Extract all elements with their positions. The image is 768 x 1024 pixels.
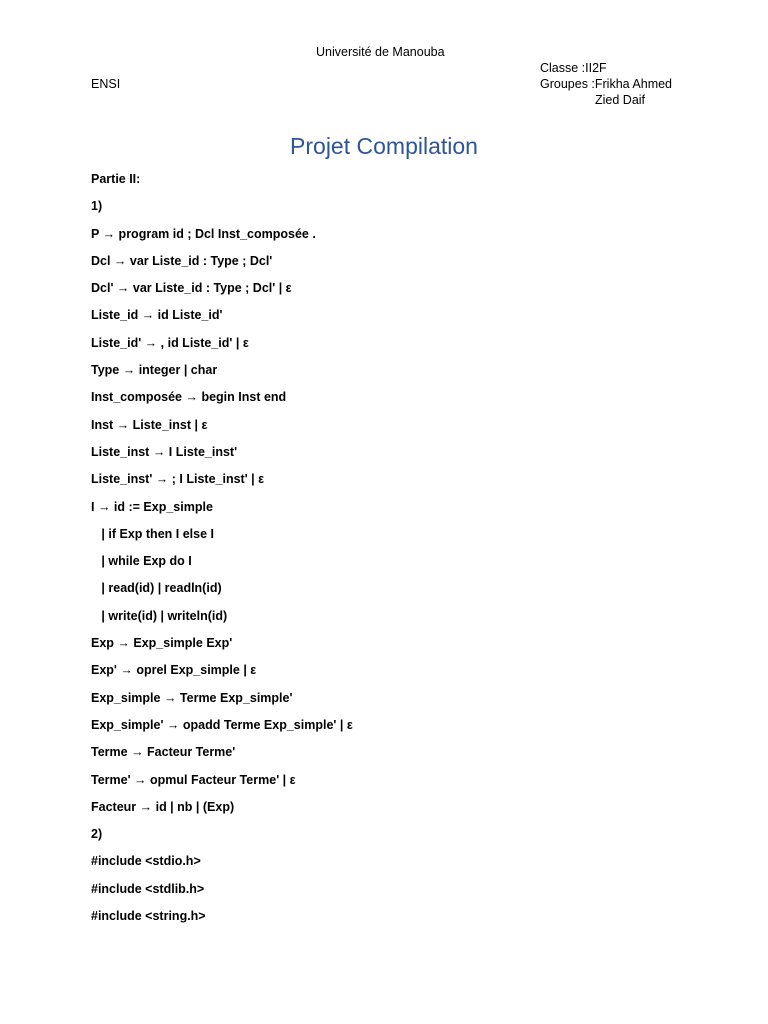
grammar-rule: Inst_composée → begin Inst end	[91, 390, 287, 405]
grammar-content	[91, 166, 353, 930]
grammar-rule: Exp_simple → Terme Exp_simple'	[91, 690, 293, 705]
grammar-rule-alternative: | while Exp do I	[91, 554, 192, 569]
grammar-rule-alternative: | write(id) | writeln(id)	[91, 608, 228, 623]
document-title: Projet Compilation	[290, 133, 478, 159]
grammar-rule: Liste_inst' → ; I Liste_inst' | ε	[91, 472, 265, 487]
grammar-rule: Exp → Exp_simple Exp'	[91, 636, 233, 651]
code-line: #include <stdlib.h>	[91, 881, 205, 896]
university-name: Université de Manouba	[316, 45, 445, 59]
grammar-rule: I → id := Exp_simple	[91, 499, 213, 514]
code-line: #include <stdio.h>	[91, 854, 201, 869]
section-heading: Partie II:	[91, 172, 141, 186]
subsection-number: 1)	[91, 199, 103, 214]
grammar-rule: Dcl' → var Liste_id : Type ; Dcl' | ε	[91, 281, 292, 296]
grammar-rule-alternative: | if Exp then I else I	[91, 526, 214, 541]
code-line: #include <string.h>	[91, 909, 206, 924]
grammar-rule: Exp_simple' → opadd Terme Exp_simple' | ε	[91, 717, 353, 732]
group-member: Zied Daif	[595, 93, 646, 107]
groups-label: Groupes :Frikha Ahmed	[540, 77, 673, 91]
grammar-rule: P → program id ; Dcl Inst_composée .	[91, 226, 316, 241]
grammar-rule: Liste_id' → , id Liste_id' | ε	[91, 335, 249, 350]
grammar-rule: Dcl → var Liste_id : Type ; Dcl'	[91, 253, 273, 268]
grammar-rule: Terme → Facteur Terme'	[91, 745, 236, 760]
grammar-rule: Terme' → opmul Facteur Terme' | ε	[91, 772, 296, 787]
grammar-rule: Facteur → id | nb | (Exp)	[91, 799, 235, 814]
grammar-rule: Type → integer | char	[91, 363, 218, 378]
grammar-rule: Liste_inst → I Liste_inst'	[91, 444, 238, 459]
school-name: ENSI	[91, 77, 121, 91]
subsection-number: 2)	[91, 827, 103, 842]
grammar-rule: Inst → Liste_inst | ε	[91, 417, 208, 432]
grammar-rule: Exp' → oprel Exp_simple | ε	[91, 663, 257, 678]
grammar-rule: Liste_id → id Liste_id'	[91, 308, 223, 323]
class-label: Classe :II2F	[540, 61, 607, 75]
grammar-rule-alternative: | read(id) | readln(id)	[91, 581, 222, 596]
